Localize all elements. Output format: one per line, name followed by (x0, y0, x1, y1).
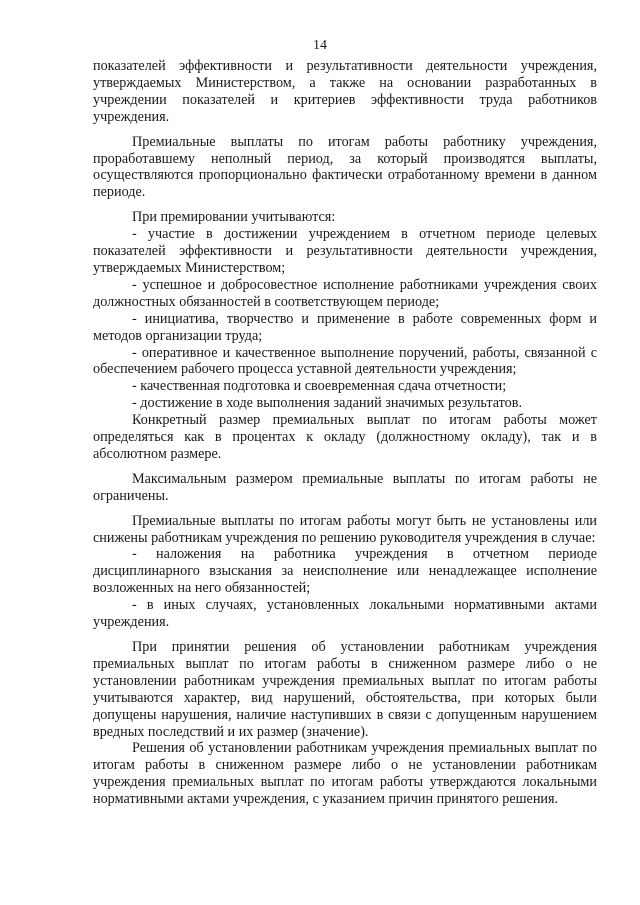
reduction-item-disciplinary: - наложения на работника учреждения в отчетном периоде дисциплинарного взыскания за неисполнение или ненадлежащее исполнение возложенных на него обязанностей; (93, 546, 597, 597)
document-body (93, 58, 597, 808)
paragraph-reduction-cases: Премиальные выплаты по итогам работы могут быть не установлены или снижены работникам учреждения по решению руководителя учреждения в случае: (93, 512, 597, 546)
paragraph-partial-period: Премиальные выплаты по итогам работы работнику учреждения, проработавшему неполный период, за который производятся выплаты, осуществляются пропорционально фактически отработанному времени в данном периоде. (93, 133, 597, 201)
page-number: 14 (313, 38, 327, 53)
paragraph-criteria-intro: При премировании учитываются: (132, 209, 336, 226)
criteria-item-results: - достижение в ходе выполнения заданий значимых результатов. (132, 395, 523, 412)
paragraph-bonus-size: Конкретный размер премиальных выплат по итогам работы может определяться как в процентах к окладу (должностному окладу), так и в абсолютном размере. (93, 412, 597, 462)
paragraph-decision-factors: При принятии решения об установлении работникам учреждения премиальных выплат по итогам работы в сниженном размере либо о не установлении работникам учреждения премиальных выплат по итогам работы учитываются характер, вид нарушений, обстоятельства, при которых были допущены нарушения, наличие наступивших в связи с допущенным нарушением вредных последствий и их размер (значение). (93, 639, 597, 740)
criteria-item-assignments: - оперативное и качественное выполнение поручений, работы, связанной с обеспечением рабочего процесса уставной деятельности учреждения; (93, 344, 597, 378)
paragraph-continuation: показателей эффективности и результативности деятельности учреждения, утверждаемых Министерством, а также на основании разработанных в учреждении показателей и критериев эффективности труда работников учреждения. (93, 58, 597, 125)
paragraph-decision-approval: Решения об установлении работникам учреждения премиальных выплат по итогам работы в сниженном размере либо о не установлении работникам учреждения премиальных выплат по итогам работы утверждаются локальными нормативными актами учреждения, с указанием причин принятого решения. (93, 740, 597, 808)
criteria-item-reporting: - качественная подготовка и своевременная сдача отчетности; (132, 378, 507, 395)
criteria-item-initiative: - инициатива, творчество и применение в работе современных форм и методов организации труда; (93, 310, 597, 344)
paragraph-maximum-size: Максимальным размером премиальные выплаты по итогам работы не ограничены. (93, 470, 597, 504)
reduction-item-other: - в иных случаях, установленных локальными нормативными актами учреждения. (93, 597, 597, 631)
criteria-item-duties: - успешное и добросовестное исполнение работниками учреждения своих должностных обязанностей в соответствующем периоде; (93, 276, 597, 310)
criteria-item-target-indicators: - участие в достижении учреждением в отчетном периоде целевых показателей эффективности и результативности деятельности учреждения, утверждаемых Министерством; (93, 226, 597, 276)
